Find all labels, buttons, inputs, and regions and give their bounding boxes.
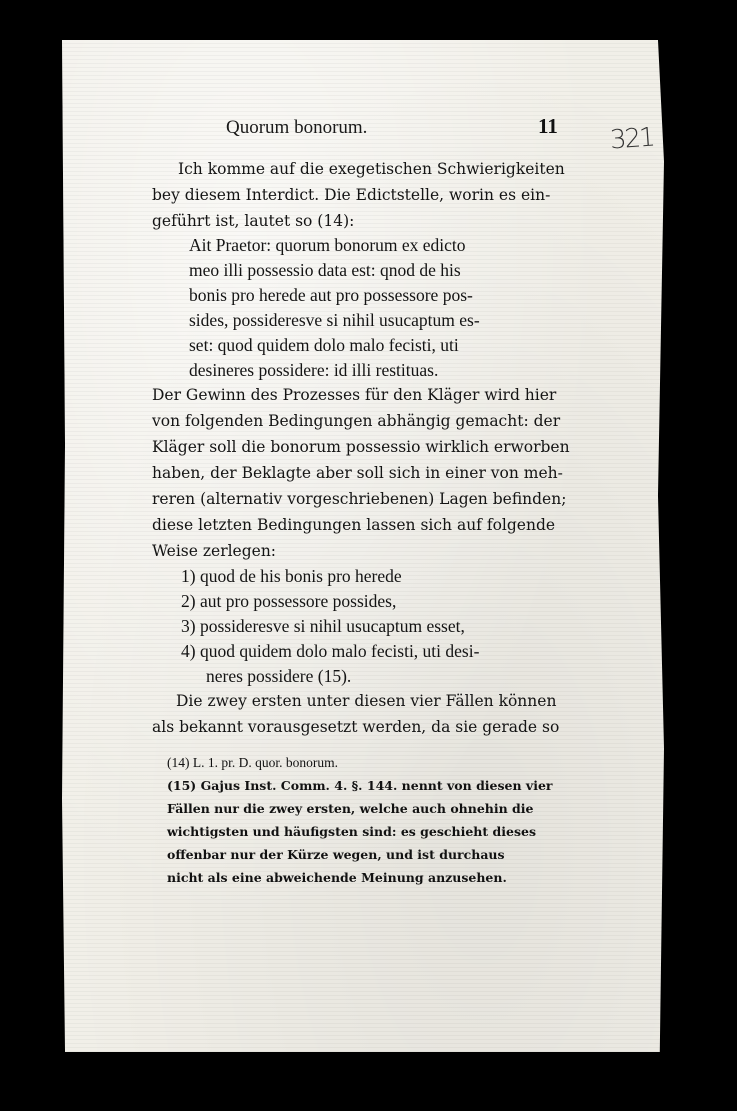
body-line: haben, der Beklagte aber soll sich in einer von meh- bbox=[152, 464, 563, 482]
edict-line: meo illi possessio data est: qnod de his bbox=[189, 260, 461, 280]
list-item: 1) quod de his bonis pro herede bbox=[181, 566, 402, 586]
body-line: Weise zerlegen: bbox=[152, 542, 277, 560]
body-line: Der Gewinn des Prozesses für den Kläger wird hier bbox=[152, 386, 557, 404]
body-line: diese letzten Bedingungen lassen sich auf folgende bbox=[152, 516, 556, 534]
running-header: Quorum bonorum. bbox=[226, 117, 368, 138]
body-line: Kläger soll die bonorum possessio wirklich erworben bbox=[152, 438, 570, 456]
edict-line: Ait Praetor: quorum bonorum ex edicto bbox=[189, 235, 466, 255]
edict-line: desineres possidere: id illi restituas. bbox=[189, 360, 439, 380]
edict-line: set: quod quidem dolo malo fecisti, uti bbox=[189, 335, 459, 355]
list-item: 2) aut pro possessore possides, bbox=[181, 591, 397, 611]
footnote-line: offenbar nur der Kürze wegen, und ist durchaus bbox=[167, 847, 505, 862]
footnote-14: (14) L. 1. pr. D. quor. bonorum. bbox=[167, 755, 338, 770]
body-line: Ich komme auf die exegetischen Schwierigkeiten bbox=[178, 160, 565, 178]
body-line: als bekannt vorausgesetzt werden, da sie gerade so bbox=[152, 718, 560, 736]
footnote-line: Fällen nur die zwey ersten, welche auch ohnehin die bbox=[167, 801, 534, 816]
list-item: 4) quod quidem dolo malo fecisti, uti desi- bbox=[181, 641, 480, 661]
edict-line: sides, possideresve si nihil usucaptum es- bbox=[189, 310, 480, 330]
body-line: von folgenden Bedingungen abhängig gemacht: der bbox=[152, 412, 561, 430]
footnote-line: wichtigsten und häufigsten sind: es geschieht dieses bbox=[167, 824, 536, 839]
list-item: 3) possideresve si nihil usucaptum esset, bbox=[181, 616, 465, 636]
list-item: neres possidere (15). bbox=[206, 666, 352, 686]
footnote-line: nicht als eine abweichende Meinung anzusehen. bbox=[167, 870, 507, 885]
handwritten-folio-number: 321 bbox=[609, 122, 655, 156]
body-line: Die zwey ersten unter diesen vier Fällen können bbox=[176, 692, 557, 710]
edict-line: bonis pro herede aut pro possessore pos- bbox=[189, 285, 473, 305]
page-number: 11 bbox=[538, 114, 558, 138]
body-line: geführt ist, lautet so (14): bbox=[152, 212, 355, 230]
body-line: reren (alternativ vorgeschriebenen) Lagen befinden; bbox=[152, 490, 567, 508]
body-line: bey diesem Interdict. Die Edictstelle, worin es ein- bbox=[152, 186, 551, 204]
footnote-15: (15) Gajus Inst. Comm. 4. §. 144. nennt von diesen vier bbox=[167, 778, 553, 793]
